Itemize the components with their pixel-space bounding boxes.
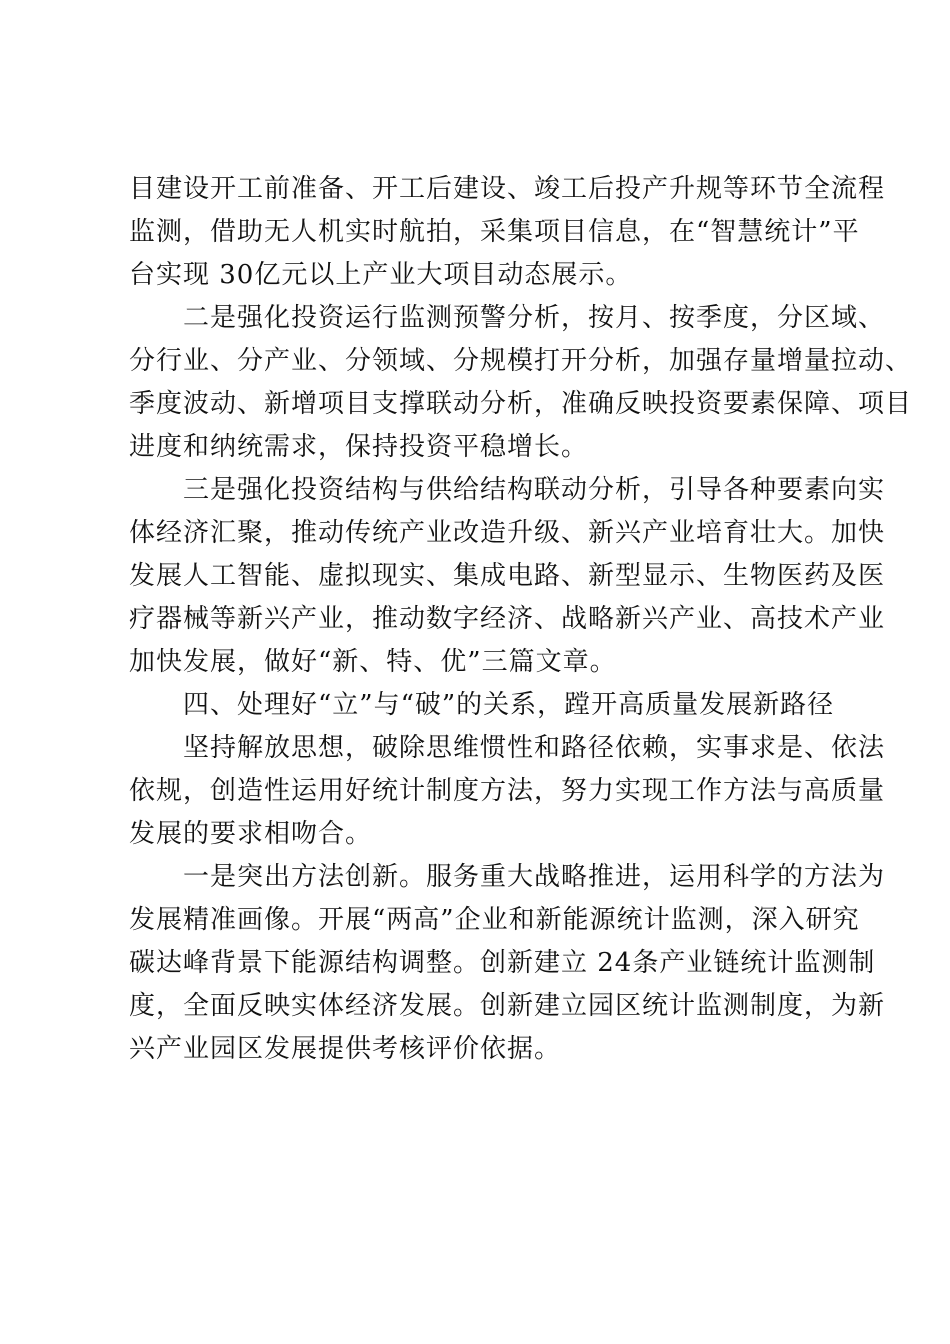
text-line: 目建设开工前准备、开工后建设、竣工后投产升规等环节全流程 bbox=[129, 174, 886, 204]
text-line: 二是强化投资运行监测预警分析，按月、按季度，分区域、 bbox=[129, 303, 886, 333]
text-line: 加快发展，做好“新、特、优”三篇文章。 bbox=[129, 647, 617, 677]
text-line: 依规，创造性运用好统计制度方法，努力实现工作方法与高质量 bbox=[129, 776, 886, 806]
document-body bbox=[129, 168, 913, 1071]
section-heading: 四、处理好“立”与“破”的关系，蹚开高质量发展新路径 bbox=[129, 690, 835, 720]
text-line: 一是突出方法创新。服务重大战略推进，运用科学的方法为 bbox=[129, 862, 886, 892]
text-line: 兴产业园区发展提供考核评价依据。 bbox=[129, 1034, 562, 1064]
text-line: 监测，借助无人机实时航拍，采集项目信息，在“智慧统计”平 bbox=[129, 217, 860, 247]
text-line: 碳达峰背景下能源结构调整。创新建立 24条产业链统计监测制 bbox=[129, 948, 876, 978]
text-line: 进度和纳统需求，保持投资平稳增长。 bbox=[129, 432, 589, 462]
text-line: 坚持解放思想，破除思维惯性和路径依赖，实事求是、依法 bbox=[129, 733, 886, 763]
text-line: 发展精准画像。开展“两高”企业和新能源统计监测，深入研究 bbox=[129, 905, 860, 935]
text-line: 发展人工智能、虚拟现实、集成电路、新型显示、生物医药及医 bbox=[129, 561, 886, 591]
text-line: 季度波动、新增项目支撑联动分析，准确反映投资要素保障、项目 bbox=[129, 389, 913, 419]
text-line: 度，全面反映实体经济发展。创新建立园区统计监测制度，为新 bbox=[129, 991, 886, 1021]
text-line: 体经济汇聚，推动传统产业改造升级、新兴产业培育壮大。加快 bbox=[129, 518, 886, 548]
text-line: 疗器械等新兴产业，推动数字经济、战略新兴产业、高技术产业 bbox=[129, 604, 886, 634]
text-line: 三是强化投资结构与供给结构联动分析，引导各种要素向实 bbox=[129, 475, 886, 505]
text-line: 发展的要求相吻合。 bbox=[129, 819, 373, 849]
text-line: 分行业、分产业、分领域、分规模打开分析，加强存量增量拉动、 bbox=[129, 346, 913, 376]
text-line: 台实现 30亿元以上产业大项目动态展示。 bbox=[129, 260, 633, 290]
